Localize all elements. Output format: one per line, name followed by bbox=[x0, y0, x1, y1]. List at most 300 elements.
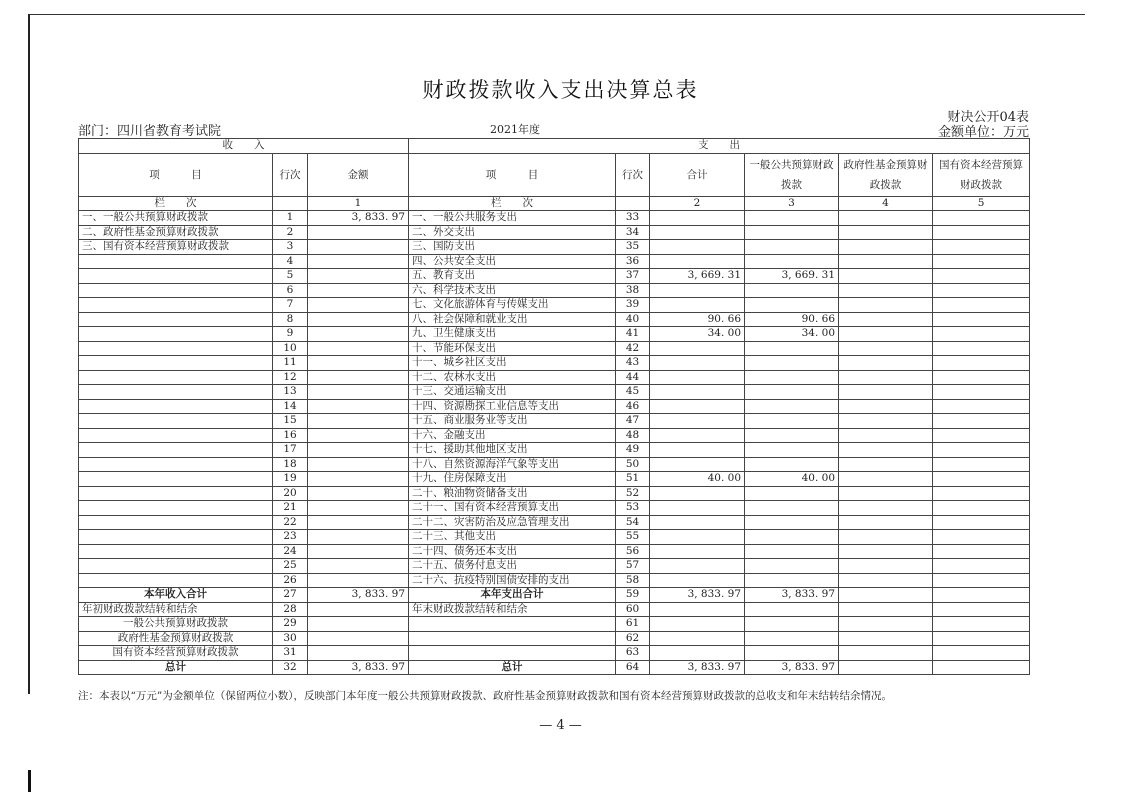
expense-line-no: 57 bbox=[616, 559, 650, 574]
income-item bbox=[79, 341, 273, 356]
expense-total bbox=[650, 283, 745, 298]
expense-total: 34. 00 bbox=[650, 327, 745, 342]
income-line-no: 17 bbox=[273, 443, 308, 458]
income-item bbox=[79, 515, 273, 530]
expense-total bbox=[650, 399, 745, 414]
empty-cell bbox=[933, 414, 1030, 429]
income-section-header: 收 入 bbox=[79, 139, 409, 154]
empty-cell bbox=[745, 646, 839, 661]
expense-line-no: 59 bbox=[616, 588, 650, 603]
expense-general-budget bbox=[745, 283, 839, 298]
expense-general-grand-total: 3, 833. 97 bbox=[745, 660, 839, 675]
income-line-no: 25 bbox=[273, 559, 308, 574]
expense-item: 十五、商业服务业等支出 bbox=[409, 414, 616, 429]
income-item bbox=[79, 356, 273, 371]
empty-cell bbox=[933, 443, 1030, 458]
income-line-no: 23 bbox=[273, 530, 308, 545]
empty-cell bbox=[839, 501, 933, 516]
table-row bbox=[79, 240, 1030, 255]
expense-general-budget: 34. 00 bbox=[745, 327, 839, 342]
expense-total bbox=[650, 573, 745, 588]
expense-line-no: 61 bbox=[616, 617, 650, 632]
income-item bbox=[79, 385, 273, 400]
income-amount bbox=[308, 559, 409, 574]
expense-line-no: 46 bbox=[616, 399, 650, 414]
table-row bbox=[79, 370, 1030, 385]
expense-total bbox=[650, 240, 745, 255]
page-number: — 4 — bbox=[539, 718, 582, 733]
income-amount bbox=[308, 515, 409, 530]
expense-item: 二十五、债务付息支出 bbox=[409, 559, 616, 574]
expense-item: 二十四、债务还本支出 bbox=[409, 544, 616, 559]
empty-cell bbox=[839, 312, 933, 327]
expense-line-no: 33 bbox=[616, 211, 650, 226]
expense-general-budget bbox=[745, 515, 839, 530]
empty-cell bbox=[933, 486, 1030, 501]
expense-general-budget bbox=[745, 457, 839, 472]
empty-cell bbox=[933, 559, 1030, 574]
expense-general-budget bbox=[745, 370, 839, 385]
empty-cell bbox=[933, 631, 1030, 646]
expense-item: 五、教育支出 bbox=[409, 269, 616, 284]
empty-cell bbox=[933, 646, 1030, 661]
empty-cell bbox=[308, 631, 409, 646]
empty-cell bbox=[839, 428, 933, 443]
income-amount bbox=[308, 298, 409, 313]
table-row bbox=[79, 298, 1030, 313]
expense-line-no: 44 bbox=[616, 370, 650, 385]
empty-cell bbox=[933, 617, 1030, 632]
top-border-line bbox=[28, 14, 1085, 15]
income-amount bbox=[308, 225, 409, 240]
expense-line-no: 64 bbox=[616, 660, 650, 675]
page-title: 财政拨款收入支出决算总表 bbox=[422, 78, 699, 102]
income-item: 三、国有资本经营预算财政拨款 bbox=[79, 240, 273, 255]
income-item bbox=[79, 370, 273, 385]
table-row bbox=[79, 341, 1030, 356]
column-label: 栏 次 bbox=[409, 196, 616, 211]
expense-general-budget bbox=[745, 356, 839, 371]
empty-cell bbox=[839, 472, 933, 487]
empty-cell bbox=[933, 225, 1030, 240]
expense-line-no: 55 bbox=[616, 530, 650, 545]
table-row bbox=[79, 515, 1030, 530]
expense-general-budget: 3, 669. 31 bbox=[745, 269, 839, 284]
column-number: 4 bbox=[839, 196, 933, 211]
table-row bbox=[79, 559, 1030, 574]
expense-item: 十四、资源勘探工业信息等支出 bbox=[409, 399, 616, 414]
empty-cell bbox=[839, 646, 933, 661]
column-number: 5 bbox=[933, 196, 1030, 211]
expense-item: 十三、交通运输支出 bbox=[409, 385, 616, 400]
income-item-header: 项 目 bbox=[79, 153, 273, 196]
empty-cell bbox=[745, 617, 839, 632]
expense-total: 90. 66 bbox=[650, 312, 745, 327]
empty-cell bbox=[839, 515, 933, 530]
income-line-no: 10 bbox=[273, 341, 308, 356]
income-line-no: 7 bbox=[273, 298, 308, 313]
empty-cell bbox=[933, 428, 1030, 443]
income-item bbox=[79, 472, 273, 487]
empty-cell bbox=[839, 327, 933, 342]
income-line-no: 32 bbox=[273, 660, 308, 675]
expense-line-no: 42 bbox=[616, 341, 650, 356]
carry-row bbox=[79, 631, 1030, 646]
expense-total bbox=[650, 298, 745, 313]
department-label: 部门：四川省教育考试院 bbox=[78, 124, 222, 139]
empty-cell bbox=[933, 356, 1030, 371]
income-amount bbox=[308, 530, 409, 545]
table-row bbox=[79, 486, 1030, 501]
expense-total bbox=[650, 414, 745, 429]
annual-total-row bbox=[79, 588, 1030, 603]
income-line-no: 2 bbox=[273, 225, 308, 240]
empty-cell bbox=[839, 631, 933, 646]
income-line-no: 8 bbox=[273, 312, 308, 327]
empty-cell bbox=[839, 356, 933, 371]
empty-cell bbox=[308, 602, 409, 617]
empty-cell bbox=[839, 443, 933, 458]
empty-cell bbox=[839, 617, 933, 632]
general-budget-header: 一般公共预算财政拨款 bbox=[745, 153, 839, 196]
empty-cell bbox=[839, 341, 933, 356]
income-line-no: 16 bbox=[273, 428, 308, 443]
expense-line-no: 40 bbox=[616, 312, 650, 327]
expense-item: 三、国防支出 bbox=[409, 240, 616, 255]
income-line-no: 3 bbox=[273, 240, 308, 255]
empty-cell bbox=[650, 646, 745, 661]
income-carry-item: 政府性基金预算财政拨款 bbox=[79, 631, 273, 646]
expense-item: 十九、住房保障支出 bbox=[409, 472, 616, 487]
expense-grand-total-label: 总计 bbox=[409, 660, 616, 675]
expense-line-no: 39 bbox=[616, 298, 650, 313]
expense-general-budget bbox=[745, 501, 839, 516]
income-item bbox=[79, 457, 273, 472]
empty-cell bbox=[839, 486, 933, 501]
gov-fund-header: 政府性基金预算财政拨款 bbox=[839, 153, 933, 196]
income-line-no: 1 bbox=[273, 211, 308, 226]
form-code: 财决公开04表 bbox=[947, 110, 1029, 125]
empty-cell bbox=[933, 530, 1030, 545]
income-item bbox=[79, 486, 273, 501]
expense-total: 3, 669. 31 bbox=[650, 269, 745, 284]
income-line-no: 9 bbox=[273, 327, 308, 342]
expense-general-budget bbox=[745, 530, 839, 545]
empty-cell bbox=[839, 602, 933, 617]
expense-general-budget bbox=[745, 573, 839, 588]
expense-general-budget bbox=[745, 298, 839, 313]
expense-line-no: 48 bbox=[616, 428, 650, 443]
empty-cell bbox=[745, 602, 839, 617]
expense-general-budget: 90. 66 bbox=[745, 312, 839, 327]
empty-cell bbox=[933, 370, 1030, 385]
expense-item: 四、公共安全支出 bbox=[409, 254, 616, 269]
empty-cell bbox=[745, 631, 839, 646]
income-item bbox=[79, 283, 273, 298]
empty-cell bbox=[839, 385, 933, 400]
expense-total bbox=[650, 457, 745, 472]
table-row bbox=[79, 457, 1030, 472]
expense-total bbox=[650, 254, 745, 269]
expense-general-budget bbox=[745, 443, 839, 458]
expense-item: 十一、城乡社区支出 bbox=[409, 356, 616, 371]
income-amount bbox=[308, 472, 409, 487]
empty-cell bbox=[933, 312, 1030, 327]
expense-item: 十七、援助其他地区支出 bbox=[409, 443, 616, 458]
empty-cell bbox=[839, 269, 933, 284]
expense-item-header: 项 目 bbox=[409, 153, 616, 196]
expense-item: 二十六、抗疫特别国债安排的支出 bbox=[409, 573, 616, 588]
empty-cell bbox=[308, 617, 409, 632]
income-amount bbox=[308, 370, 409, 385]
income-amount bbox=[308, 327, 409, 342]
expense-general-budget bbox=[745, 414, 839, 429]
empty-cell bbox=[933, 472, 1030, 487]
expense-item: 九、卫生健康支出 bbox=[409, 327, 616, 342]
expense-annual-total-label: 本年支出合计 bbox=[409, 588, 616, 603]
empty-cell bbox=[933, 269, 1030, 284]
expense-line-no: 56 bbox=[616, 544, 650, 559]
income-item: 二、政府性基金预算财政拨款 bbox=[79, 225, 273, 240]
empty-cell bbox=[308, 646, 409, 661]
income-amount bbox=[308, 544, 409, 559]
state-capital-header: 国有资本经营预算财政拨款 bbox=[933, 153, 1030, 196]
expense-carry-item bbox=[409, 646, 616, 661]
expense-line-no: 51 bbox=[616, 472, 650, 487]
footnote: 注：本表以“万元”为金额单位（保留两位小数），反映部门本年度一般公共预算财政拨款、政府性基金预算财政拨款和国有资本经营预算财政拨款的总收支和年末结转结余情况。 bbox=[78, 690, 892, 702]
expense-total bbox=[650, 486, 745, 501]
expense-general-budget bbox=[745, 225, 839, 240]
table-row bbox=[79, 414, 1030, 429]
empty-cell bbox=[839, 573, 933, 588]
empty-cell bbox=[933, 211, 1030, 226]
expense-total bbox=[650, 225, 745, 240]
income-amount: 3, 833. 97 bbox=[308, 211, 409, 226]
expense-total: 40. 00 bbox=[650, 472, 745, 487]
empty-cell bbox=[839, 414, 933, 429]
empty-cell bbox=[839, 399, 933, 414]
empty-cell bbox=[933, 515, 1030, 530]
empty-cell bbox=[933, 240, 1030, 255]
expense-total bbox=[650, 544, 745, 559]
table-row bbox=[79, 356, 1030, 371]
left-border-mark bbox=[28, 770, 31, 792]
expense-item: 十六、金融支出 bbox=[409, 428, 616, 443]
empty-cell bbox=[933, 457, 1030, 472]
income-amount bbox=[308, 254, 409, 269]
carry-row bbox=[79, 602, 1030, 617]
expense-line-no: 43 bbox=[616, 356, 650, 371]
empty-cell bbox=[933, 298, 1030, 313]
table-row bbox=[79, 530, 1030, 545]
column-number: 2 bbox=[650, 196, 745, 211]
income-amount bbox=[308, 399, 409, 414]
empty-cell bbox=[839, 240, 933, 255]
amount-unit: 金额单位：万元 bbox=[937, 125, 1029, 140]
empty-cell bbox=[650, 631, 745, 646]
empty-cell bbox=[933, 341, 1030, 356]
expense-line-no: 58 bbox=[616, 573, 650, 588]
income-amount bbox=[308, 385, 409, 400]
table-row bbox=[79, 327, 1030, 342]
income-line-no: 20 bbox=[273, 486, 308, 501]
empty-cell bbox=[933, 602, 1030, 617]
expense-total bbox=[650, 385, 745, 400]
empty-cell bbox=[933, 660, 1030, 675]
expense-total bbox=[650, 443, 745, 458]
empty-cell bbox=[839, 211, 933, 226]
expense-item: 一、一般公共服务支出 bbox=[409, 211, 616, 226]
table-row bbox=[79, 443, 1030, 458]
expense-total bbox=[650, 515, 745, 530]
grand-total-row bbox=[79, 660, 1030, 675]
expense-item: 二十三、其他支出 bbox=[409, 530, 616, 545]
table-row bbox=[79, 399, 1030, 414]
column-number: 1 bbox=[308, 196, 409, 211]
expense-general-budget: 40. 00 bbox=[745, 472, 839, 487]
income-amount bbox=[308, 501, 409, 516]
expense-general-budget bbox=[745, 399, 839, 414]
income-item bbox=[79, 530, 273, 545]
table-row bbox=[79, 254, 1030, 269]
income-line-no: 22 bbox=[273, 515, 308, 530]
expense-total bbox=[650, 428, 745, 443]
expense-item: 八、社会保障和就业支出 bbox=[409, 312, 616, 327]
expense-line-no: 63 bbox=[616, 646, 650, 661]
expense-general-budget bbox=[745, 559, 839, 574]
expense-total bbox=[650, 501, 745, 516]
expense-total bbox=[650, 341, 745, 356]
empty-cell bbox=[839, 298, 933, 313]
expense-line-no: 41 bbox=[616, 327, 650, 342]
empty-cell bbox=[650, 602, 745, 617]
carry-row bbox=[79, 617, 1030, 632]
expense-general-budget bbox=[745, 211, 839, 226]
income-grand-total: 3, 833. 97 bbox=[308, 660, 409, 675]
empty-cell bbox=[839, 254, 933, 269]
table-row bbox=[79, 211, 1030, 226]
income-item bbox=[79, 544, 273, 559]
income-line-no: 18 bbox=[273, 457, 308, 472]
expense-item: 十二、农林水支出 bbox=[409, 370, 616, 385]
column-number: 3 bbox=[745, 196, 839, 211]
empty-cell bbox=[650, 617, 745, 632]
expense-line-no: 37 bbox=[616, 269, 650, 284]
left-border-line bbox=[28, 14, 30, 694]
expense-line-no: 50 bbox=[616, 457, 650, 472]
expense-line-no: 34 bbox=[616, 225, 650, 240]
expense-general-budget bbox=[745, 428, 839, 443]
income-item bbox=[79, 254, 273, 269]
income-item bbox=[79, 443, 273, 458]
table-row bbox=[79, 428, 1030, 443]
empty-cell bbox=[839, 660, 933, 675]
empty-cell bbox=[839, 530, 933, 545]
expense-line-no: 38 bbox=[616, 283, 650, 298]
income-line-no: 28 bbox=[273, 602, 308, 617]
expense-carry-item bbox=[409, 617, 616, 632]
expense-item: 十、节能环保支出 bbox=[409, 341, 616, 356]
income-amount bbox=[308, 414, 409, 429]
income-line-no: 24 bbox=[273, 544, 308, 559]
expense-annual-total: 3, 833. 97 bbox=[650, 588, 745, 603]
income-line-header: 行次 bbox=[273, 153, 308, 196]
expense-line-no: 62 bbox=[616, 631, 650, 646]
expense-item: 十八、自然资源海洋气象等支出 bbox=[409, 457, 616, 472]
table-row bbox=[79, 283, 1030, 298]
table-row bbox=[79, 269, 1030, 284]
income-line-no: 13 bbox=[273, 385, 308, 400]
expense-general-annual-total: 3, 833. 97 bbox=[745, 588, 839, 603]
income-annual-total: 3, 833. 97 bbox=[308, 588, 409, 603]
empty-cell bbox=[839, 283, 933, 298]
expense-carry-item bbox=[409, 631, 616, 646]
empty-cell bbox=[933, 501, 1030, 516]
income-carry-item: 一般公共预算财政拨款 bbox=[79, 617, 273, 632]
income-amount bbox=[308, 341, 409, 356]
expense-general-budget bbox=[745, 385, 839, 400]
income-item bbox=[79, 312, 273, 327]
table-row bbox=[79, 385, 1030, 400]
empty-cell bbox=[933, 588, 1030, 603]
income-line-no: 21 bbox=[273, 501, 308, 516]
empty-cell bbox=[933, 399, 1030, 414]
expense-line-no: 53 bbox=[616, 501, 650, 516]
expense-general-budget bbox=[745, 341, 839, 356]
empty-cell bbox=[839, 559, 933, 574]
carry-row bbox=[79, 646, 1030, 661]
expense-total bbox=[650, 356, 745, 371]
expense-line-no: 45 bbox=[616, 385, 650, 400]
income-line-no: 14 bbox=[273, 399, 308, 414]
empty-cell bbox=[839, 588, 933, 603]
income-line-no: 12 bbox=[273, 370, 308, 385]
empty-cell bbox=[839, 544, 933, 559]
table-row bbox=[79, 225, 1030, 240]
income-item bbox=[79, 298, 273, 313]
income-grand-total-label: 总计 bbox=[79, 660, 273, 675]
income-amount-header: 金额 bbox=[308, 153, 409, 196]
expense-section-header: 支 出 bbox=[409, 139, 1030, 154]
expense-total bbox=[650, 211, 745, 226]
income-line-no: 19 bbox=[273, 472, 308, 487]
income-line-no: 29 bbox=[273, 617, 308, 632]
expense-line-no: 35 bbox=[616, 240, 650, 255]
income-amount bbox=[308, 312, 409, 327]
expense-line-no: 60 bbox=[616, 602, 650, 617]
empty-cell bbox=[839, 370, 933, 385]
expense-total bbox=[650, 370, 745, 385]
income-item bbox=[79, 428, 273, 443]
income-item bbox=[79, 327, 273, 342]
income-line-no: 27 bbox=[273, 588, 308, 603]
income-item bbox=[79, 501, 273, 516]
empty-cell bbox=[933, 385, 1030, 400]
income-amount bbox=[308, 573, 409, 588]
income-line-no: 4 bbox=[273, 254, 308, 269]
income-item bbox=[79, 559, 273, 574]
expense-line-no: 47 bbox=[616, 414, 650, 429]
income-line-no: 31 bbox=[273, 646, 308, 661]
expense-item: 六、科学技术支出 bbox=[409, 283, 616, 298]
income-item bbox=[79, 414, 273, 429]
income-amount bbox=[308, 486, 409, 501]
income-annual-total-label: 本年收入合计 bbox=[79, 588, 273, 603]
income-item bbox=[79, 269, 273, 284]
expense-item: 二十一、国有资本经营预算支出 bbox=[409, 501, 616, 516]
income-item: 一、一般公共预算财政拨款 bbox=[79, 211, 273, 226]
empty-cell bbox=[933, 573, 1030, 588]
